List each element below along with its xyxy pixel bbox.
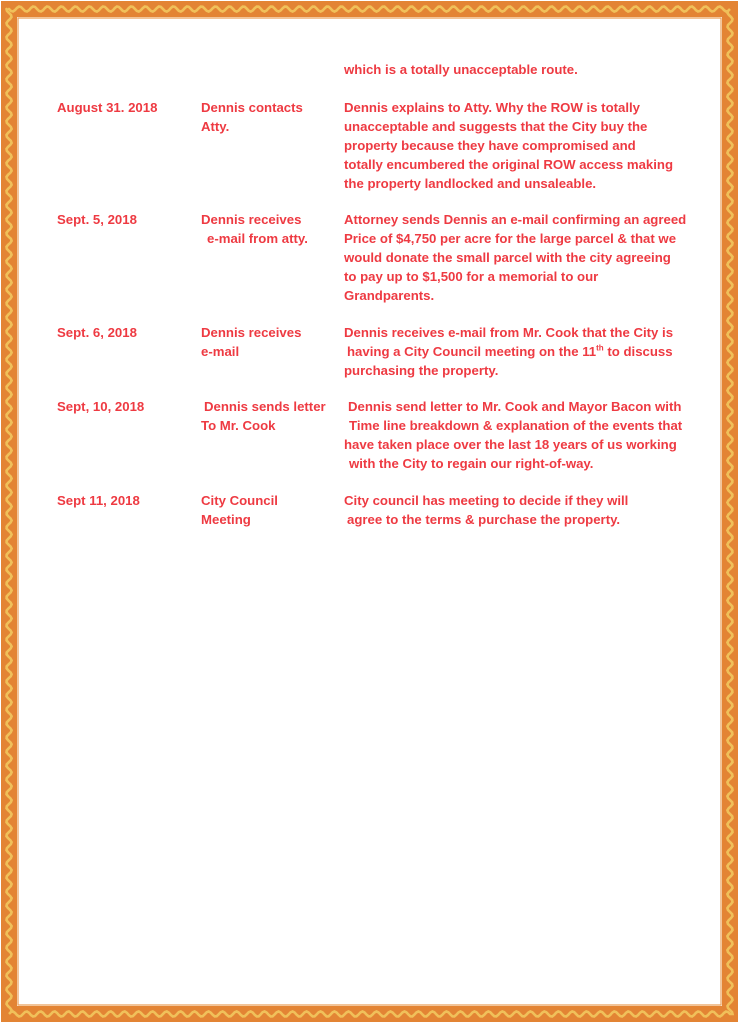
entry-description: Attorney sends Dennis an e-mail confirming an agreed — [344, 212, 687, 227]
entry-description: agree to the terms & purchase the property. — [347, 512, 621, 527]
entry-description: Price of $4,750 per acre for the large parcel & that we — [344, 231, 677, 246]
entry-description: property because they have compromised and — [344, 138, 636, 153]
entry-description: unacceptable and suggests that the City buy the — [344, 119, 648, 134]
description-text: to discuss — [603, 344, 673, 359]
entry-event: Dennis receives — [201, 212, 302, 227]
continuation-text: which is a totally unacceptable route. — [344, 62, 578, 77]
entry-description: Dennis send letter to Mr. Cook and Mayor Bacon with — [348, 399, 682, 414]
entry-event: Dennis contacts — [201, 100, 303, 115]
entry-date: Sept 11, 2018 — [57, 493, 140, 508]
entry-description: totally encumbered the original ROW access making — [344, 157, 674, 172]
entry-description: Grandparents. — [344, 288, 435, 303]
entry-event: To Mr. Cook — [201, 418, 276, 433]
entry-date: Sept. 6, 2018 — [57, 325, 137, 340]
entry-description: purchasing the property. — [344, 363, 499, 378]
entry-event: Dennis receives — [201, 325, 302, 340]
entry-description: the property landlocked and unsaleable. — [344, 176, 597, 191]
entry-description — [347, 342, 673, 361]
entry-event: Atty. — [201, 119, 230, 134]
entry-event: Meeting — [201, 512, 251, 527]
entry-description: with the City to regain our right-of-way. — [349, 456, 594, 471]
ordinal-suffix: th — [596, 343, 604, 353]
description-text: having a City Council meeting on the 11 — [347, 344, 597, 359]
entry-description: Dennis receives e-mail from Mr. Cook that the City is — [344, 325, 674, 340]
entry-event: City Council — [201, 493, 278, 508]
entry-description: Dennis explains to Atty. Why the ROW is totally — [344, 100, 641, 115]
entry-date: August 31. 2018 — [57, 100, 158, 115]
entry-description: Time line breakdown & explanation of the events that — [349, 418, 683, 433]
entry-date: Sept. 5, 2018 — [57, 212, 137, 227]
entry-description: have taken place over the last 18 years of us working — [344, 437, 677, 452]
entry-description: to pay up to $1,500 for a memorial to our — [344, 269, 599, 284]
entry-description: City council has meeting to decide if they will — [344, 493, 629, 508]
entry-date: Sept, 10, 2018 — [57, 399, 145, 414]
entry-event: e-mail from atty. — [207, 231, 308, 246]
entry-event: Dennis sends letter — [204, 399, 326, 414]
entry-description: would donate the small parcel with the city agreeing — [344, 250, 671, 265]
entry-event: e-mail — [201, 344, 240, 359]
